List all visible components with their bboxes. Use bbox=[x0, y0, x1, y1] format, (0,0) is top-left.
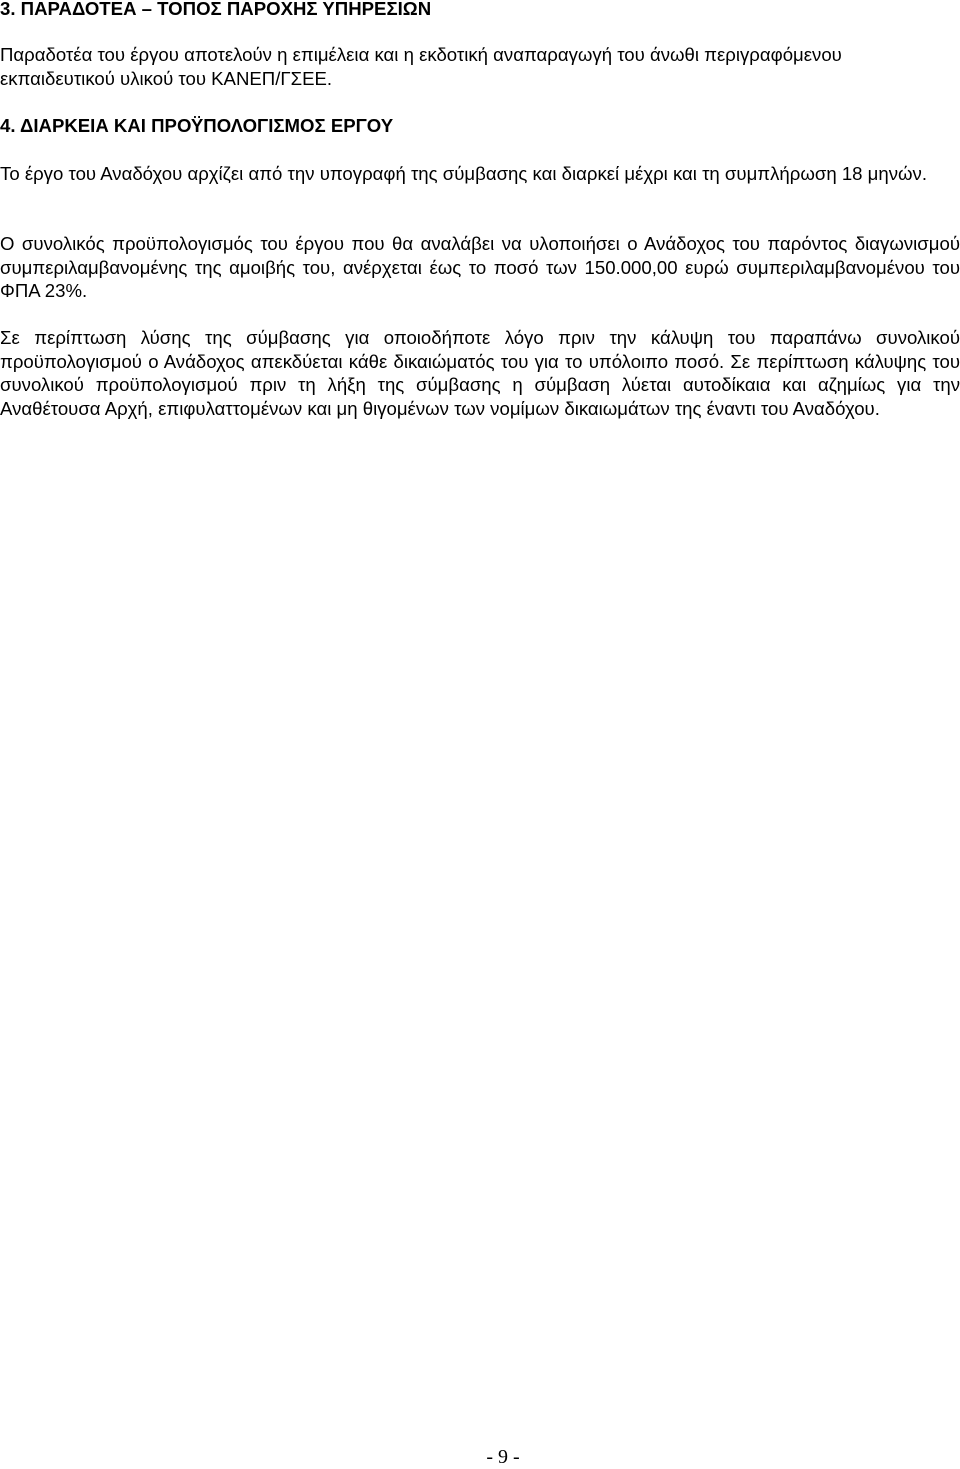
paragraph-budget: Ο συνολικός προϋπολογισμός του έργου που θα αναλάβει να υλοποιήσει ο Ανάδοχος του παρόντος διαγωνισμού συμπεριλαμβανομένης της αμοιβής του, ανέρχεται έως το ποσό των 150.000,00 ευρώ συμπεριλαμβανομένου του ΦΠΑ 23%. bbox=[0, 233, 960, 301]
paragraph-duration: Το έργο του Αναδόχου αρχίζει από την υπογραφή της σύμβασης και διαρκεί μέχρι και τη συμπλήρωση 18 μηνών. bbox=[0, 163, 928, 184]
section-heading-deliverables: 3. ΠΑΡΑΔΟΤΕΑ – ΤΟΠΟΣ ΠΑΡΟΧΗΣ ΥΠΗΡΕΣΙΩΝ bbox=[0, 0, 432, 19]
section-heading-duration-budget: 4. ΔΙΑΡΚΕΙΑ ΚΑΙ ΠΡΟΫΠΟΛΟΓΙΣΜΟΣ ΕΡΓΟΥ bbox=[0, 115, 394, 136]
page-number: - 9 - bbox=[486, 1446, 520, 1468]
paragraph-deliverables: Παραδοτέα του έργου αποτελούν η επιμέλεια και η εκδοτική αναπαραγωγή του άνωθι περιγραφόμενου εκπαιδευτικού υλικού του ΚΑΝΕΠ/ΓΣΕΕ. bbox=[0, 44, 842, 89]
paragraph-termination: Σε περίπτωση λύσης της σύμβασης για οποιοδήποτε λόγο πριν την κάλυψη του παραπάνω συνολικού προϋπολογισμού ο Ανάδοχος απεκδύεται κάθε δικαιώματός του για το υπόλοιπο ποσό. Σε περίπτωση κάλυψης του συνολικού προϋπολογισμού πριν τη λήξη της σύμβασης η σύμβαση λύεται αυτοδίκαια και αζημίως για την Αναθέτουσα Αρχή, επιφυλαττομένων και μη θιγομένων των νομίμων δικαιωμάτων της έναντι του Αναδόχου. bbox=[0, 327, 960, 419]
